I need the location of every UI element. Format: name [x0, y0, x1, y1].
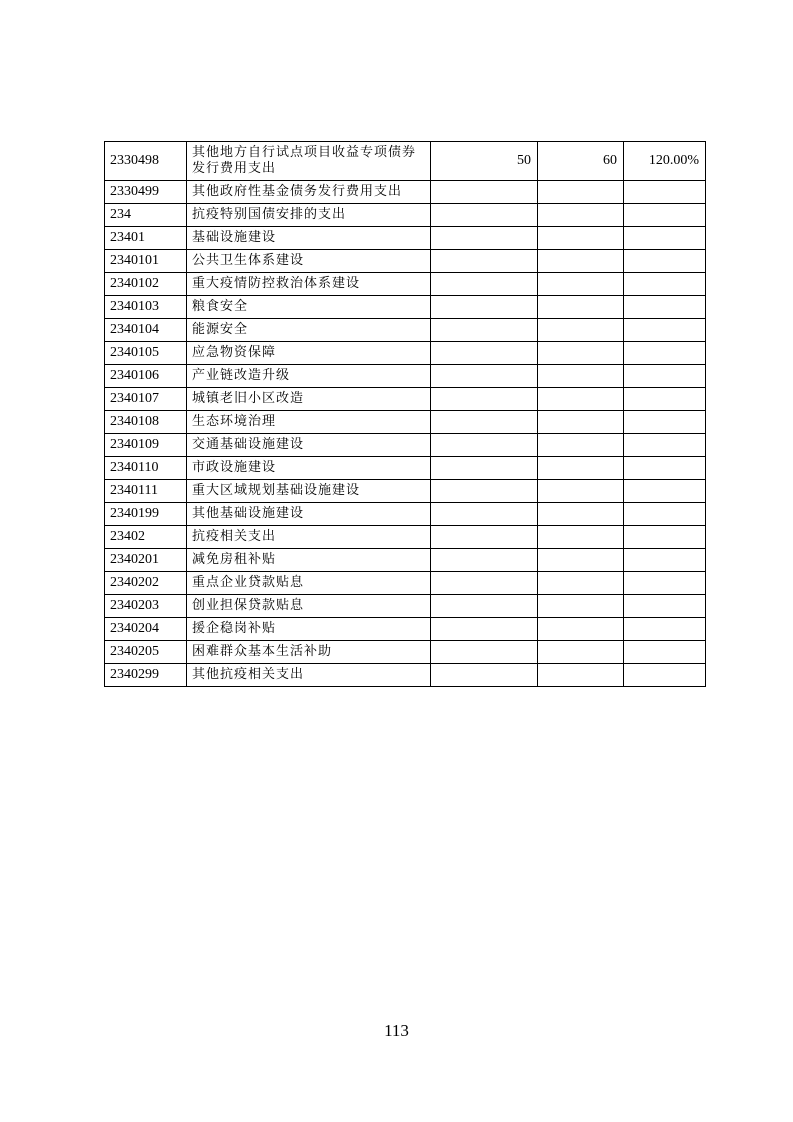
- row-percent: [624, 319, 706, 342]
- row-percent: [624, 227, 706, 250]
- row-code: 23401: [105, 227, 187, 250]
- row-value-1: [431, 618, 538, 641]
- row-value-2: [538, 595, 624, 618]
- row-name: 粮食安全: [187, 296, 431, 319]
- row-percent: [624, 411, 706, 434]
- table-row: [105, 250, 706, 273]
- table-row: [105, 595, 706, 618]
- row-code: 2340103: [105, 296, 187, 319]
- row-value-1: [431, 641, 538, 664]
- row-code: 2340101: [105, 250, 187, 273]
- row-percent: [624, 296, 706, 319]
- row-percent: [624, 526, 706, 549]
- table-row: [105, 641, 706, 664]
- row-code: 2340202: [105, 572, 187, 595]
- row-name: 生态环境治理: [187, 411, 431, 434]
- row-value-1: [431, 526, 538, 549]
- row-value-1: [431, 572, 538, 595]
- row-code: 2340108: [105, 411, 187, 434]
- row-code: 2340107: [105, 388, 187, 411]
- row-name: 创业担保贷款贴息: [187, 595, 431, 618]
- row-percent: [624, 204, 706, 227]
- row-code: 2340201: [105, 549, 187, 572]
- table-row: [105, 549, 706, 572]
- row-value-2: [538, 618, 624, 641]
- row-percent: [624, 503, 706, 526]
- row-value-1: [431, 480, 538, 503]
- row-percent: [624, 572, 706, 595]
- row-name: 重点企业贷款贴息: [187, 572, 431, 595]
- table-row: [105, 457, 706, 480]
- row-code: 2340111: [105, 480, 187, 503]
- row-value-2: [538, 526, 624, 549]
- row-value-2: [538, 457, 624, 480]
- row-code: 2340204: [105, 618, 187, 641]
- row-code: 2330498: [105, 142, 187, 181]
- row-code: 2340110: [105, 457, 187, 480]
- table-row: [105, 142, 706, 181]
- row-name: 重大疫情防控救治体系建设: [187, 273, 431, 296]
- row-code: 234: [105, 204, 187, 227]
- row-value-1: [431, 365, 538, 388]
- row-name: 困难群众基本生活补助: [187, 641, 431, 664]
- table-row: [105, 411, 706, 434]
- row-name: 市政设施建设: [187, 457, 431, 480]
- row-value-2: [538, 641, 624, 664]
- row-value-1: [431, 457, 538, 480]
- row-value-1: [431, 595, 538, 618]
- row-value-2: [538, 411, 624, 434]
- row-code: 2340102: [105, 273, 187, 296]
- row-value-1: [431, 204, 538, 227]
- table-row: [105, 388, 706, 411]
- row-code: 2340106: [105, 365, 187, 388]
- row-value-1: [431, 434, 538, 457]
- row-percent: [624, 365, 706, 388]
- row-value-1: [431, 296, 538, 319]
- table-row: [105, 480, 706, 503]
- row-value-2: [538, 664, 624, 687]
- row-percent: [624, 273, 706, 296]
- table-row: [105, 204, 706, 227]
- row-value-2: [538, 204, 624, 227]
- row-value-1: [431, 664, 538, 687]
- row-value-1: [431, 181, 538, 204]
- row-percent: [624, 618, 706, 641]
- row-value-2: [538, 503, 624, 526]
- row-name: 产业链改造升级: [187, 365, 431, 388]
- row-code: 2340109: [105, 434, 187, 457]
- row-name: 抗疫特别国债安排的支出: [187, 204, 431, 227]
- row-percent: [624, 342, 706, 365]
- row-percent: [624, 480, 706, 503]
- row-value-1: [431, 503, 538, 526]
- row-percent: [624, 595, 706, 618]
- table-row: [105, 365, 706, 388]
- row-name: 援企稳岗补贴: [187, 618, 431, 641]
- row-percent: [624, 388, 706, 411]
- row-percent: [624, 250, 706, 273]
- row-code: 2340205: [105, 641, 187, 664]
- row-code: 2330499: [105, 181, 187, 204]
- row-value-1: [431, 319, 538, 342]
- row-percent: [624, 181, 706, 204]
- table-row: [105, 503, 706, 526]
- row-value-2: [538, 365, 624, 388]
- row-value-2: [538, 342, 624, 365]
- row-name: 减免房租补贴: [187, 549, 431, 572]
- row-code: 2340199: [105, 503, 187, 526]
- row-name: 其他地方自行试点项目收益专项债券发行费用支出: [187, 142, 431, 181]
- row-name: 抗疫相关支出: [187, 526, 431, 549]
- row-percent: [624, 457, 706, 480]
- budget-table: [104, 141, 706, 687]
- row-value-1: [431, 549, 538, 572]
- table-row: [105, 526, 706, 549]
- row-percent: 120.00%: [624, 142, 706, 181]
- row-code: 2340104: [105, 319, 187, 342]
- table-row: [105, 618, 706, 641]
- row-code: 2340105: [105, 342, 187, 365]
- row-value-1: [431, 388, 538, 411]
- row-name: 其他政府性基金债务发行费用支出: [187, 181, 431, 204]
- row-value-2: [538, 250, 624, 273]
- row-code: 2340299: [105, 664, 187, 687]
- row-value-1: [431, 273, 538, 296]
- row-value-1: [431, 250, 538, 273]
- row-value-2: 60: [538, 142, 624, 181]
- row-value-2: [538, 181, 624, 204]
- table-row: [105, 434, 706, 457]
- table-row: [105, 181, 706, 204]
- table-row: [105, 664, 706, 687]
- row-name: 其他抗疫相关支出: [187, 664, 431, 687]
- row-value-2: [538, 572, 624, 595]
- row-percent: [624, 434, 706, 457]
- row-percent: [624, 641, 706, 664]
- row-value-1: [431, 227, 538, 250]
- row-code: 23402: [105, 526, 187, 549]
- row-value-2: [538, 273, 624, 296]
- row-value-2: [538, 296, 624, 319]
- row-name: 基础设施建设: [187, 227, 431, 250]
- row-value-1: 50: [431, 142, 538, 181]
- row-value-2: [538, 319, 624, 342]
- row-value-1: [431, 342, 538, 365]
- row-name: 能源安全: [187, 319, 431, 342]
- budget-table-body: [105, 142, 706, 687]
- row-name: 其他基础设施建设: [187, 503, 431, 526]
- table-row: [105, 319, 706, 342]
- table-row: [105, 296, 706, 319]
- row-name: 城镇老旧小区改造: [187, 388, 431, 411]
- row-value-2: [538, 480, 624, 503]
- table-row: [105, 227, 706, 250]
- table-row: [105, 572, 706, 595]
- row-code: 2340203: [105, 595, 187, 618]
- row-value-2: [538, 434, 624, 457]
- row-value-2: [538, 388, 624, 411]
- row-percent: [624, 549, 706, 572]
- page-number: 113: [384, 1021, 409, 1040]
- row-value-1: [431, 411, 538, 434]
- row-name: 交通基础设施建设: [187, 434, 431, 457]
- table-row: [105, 273, 706, 296]
- row-name: 应急物资保障: [187, 342, 431, 365]
- row-name: 公共卫生体系建设: [187, 250, 431, 273]
- row-value-2: [538, 227, 624, 250]
- table-row: [105, 342, 706, 365]
- row-value-2: [538, 549, 624, 572]
- row-percent: [624, 664, 706, 687]
- row-name: 重大区域规划基础设施建设: [187, 480, 431, 503]
